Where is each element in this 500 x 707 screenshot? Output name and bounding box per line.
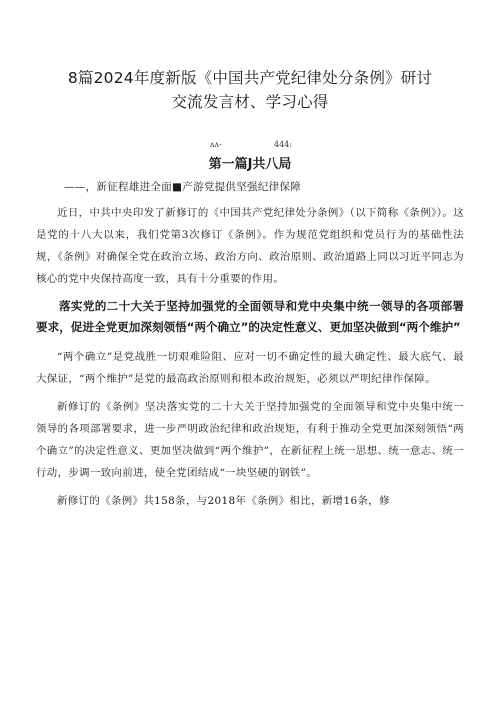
header-marks (36, 138, 464, 152)
title-line-1: 8篇2024年度新版《中国共产党纪律处分条例》研讨 (67, 69, 433, 87)
document-title (36, 66, 464, 114)
paragraph-article-count: 新修订的《条例》共158条，与2018年《条例》相比，新增16条，修 (57, 495, 390, 507)
section-title: 第一篇J共八局 (208, 157, 292, 172)
paragraph-heading: 落实党的二十大关于坚持加强党的全面领导和党中央集中统一领导的各项部署要求，促进全党更加深刻领悟“两个确立”的决定性意义、更加坚决做到“两个维护” (36, 299, 464, 334)
section-subtitle: ——，新征程雄进全面■产游党提供坚强纪律保障 (64, 181, 302, 193)
paragraph-two-establishments: “两个确立”是党战胜一切艰难险阻、应对一切不确定性的最大确定性、最大底气、最大保证，“两个维护”是党的最高政治原则和根本政治规矩，必须以严明纪律作保障。 (36, 351, 464, 385)
paragraph-intro: 近日，中共中央印发了新修订的《中国共产党纪律处分条例》（以下简称《条例》）。这是党的十八大以来，我们党第3次修订《条例》。作为规范党组织和党员行为的基础性法规，《条例》对确保全党在政治立场、政治方向、政治原则、政治道路上同以习近平同志为核心的党中央保持高度一致，具有十分重要的作用。 (36, 207, 464, 285)
mark-right: 444: (274, 140, 292, 149)
title-line-2: 交流发言材、学习心得 (171, 93, 329, 111)
paragraph-new-regulations: 新修订的《条例》坚决落实党的二十大关于坚持加强党的全面领导和党中央集中统一领导的各项部署要求，进一步严明政治纪律和政治规矩，有利于推动全党更加深刻领悟“两个确立”的决定性意义、更加坚决做到“两个维护”，在新征程上统一思想、统一意志、统一行动，步调一致向前进，使全党团结成“一块坚硬的钢铁”。 (36, 401, 464, 479)
mark-left: ʌʌ- (210, 140, 222, 149)
